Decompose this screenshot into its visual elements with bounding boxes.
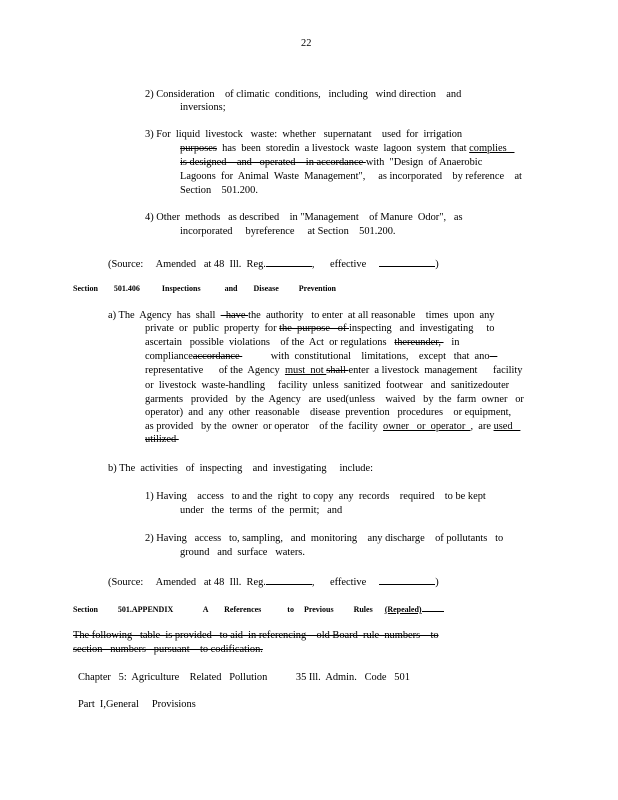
heading-underline xyxy=(422,603,444,612)
item-3-line-5: Section 501.200. xyxy=(180,185,258,196)
text: with "Design of Anaerobic xyxy=(365,157,483,168)
para-a-line-1 xyxy=(108,310,494,322)
para-a-line-9 xyxy=(145,421,520,433)
text: the authority to enter at all reasonable times upon any xyxy=(248,310,495,321)
item-3-line-1: 3) For liquid livestock waste: whether supernatant used for irrigation xyxy=(145,129,463,140)
inserted-text: used xyxy=(493,421,521,432)
para-b2-line-1: 2) Having access to, sampling, and monitoring any discharge of pollutants to xyxy=(145,533,504,544)
text: in xyxy=(443,337,460,348)
text: private or public property for xyxy=(145,323,280,334)
struck-text xyxy=(490,351,498,362)
item-3-line-2 xyxy=(180,143,514,155)
para-b1-line-1: 1) Having access to and the right to copy any records required to be kept xyxy=(145,491,486,502)
para-a-line-8: operator) and any other reasonable disease prevention procedures or equipment, xyxy=(145,407,512,418)
effective-blank xyxy=(379,574,435,585)
struck-text: accordance xyxy=(192,351,243,362)
reg-blank xyxy=(266,256,312,267)
para-a-line-4 xyxy=(145,351,497,363)
item-2-line-1: 2) Consideration of climatic conditions, including wind direction and xyxy=(145,89,462,100)
appendix-struck-line-2: section numbers pursuant to codification. xyxy=(73,644,263,655)
inserted-text: owner or operator xyxy=(383,421,471,432)
item-3-line-3 xyxy=(180,157,482,169)
part-line: Part I,General Provisions xyxy=(78,699,196,710)
text: enter a livestock management facility xyxy=(348,365,523,376)
appendix-heading xyxy=(73,603,444,616)
para-a-line-7: garments provided by the Agency are used(unless waived by the farm owner or xyxy=(145,394,524,405)
struck-text: shall xyxy=(326,365,349,376)
text: has been storedin a livestock waste lagoon system that xyxy=(216,143,470,154)
source-close: ) xyxy=(435,259,439,270)
text: ascertain possible violations of the Act or regulations xyxy=(145,337,395,348)
struck-text: purposes xyxy=(180,143,217,154)
amended-text: Amended at 48 Ill. Reg. xyxy=(155,577,266,588)
section-406-heading: Section 501.406 Inspections and Disease Prevention xyxy=(73,284,336,293)
text: a) The Agency has shall xyxy=(108,310,221,321)
effective-label: effective xyxy=(330,577,367,588)
source-note-2: (Source: Amended at 48 Ill. Reg. , effective ) xyxy=(108,574,439,589)
para-a-line-5 xyxy=(145,365,522,377)
para-b2-line-2: ground and surface waters. xyxy=(180,547,305,558)
source-label: (Source: xyxy=(108,577,144,588)
text: representative of the Agency xyxy=(145,365,285,376)
para-a-line-3 xyxy=(145,337,459,349)
effective-blank xyxy=(379,256,435,267)
struck-text: have xyxy=(220,310,249,321)
para-b-line-1: b) The activities of inspecting and investigating include: xyxy=(108,463,374,474)
effective-label: effective xyxy=(330,259,367,270)
item-4-line-1: 4) Other methods as described in "Management of Manure Odor", as xyxy=(145,212,463,223)
reg-blank xyxy=(266,574,312,585)
item-4-line-2: incorporated byreference at Section 501.200. xyxy=(180,226,396,237)
source-close: ) xyxy=(435,577,439,588)
page-number: 22 xyxy=(301,38,312,49)
struck-text: is designed and operated in accordance xyxy=(180,157,366,168)
text: Section 501.APPENDIX A References to Previous Rules xyxy=(73,605,385,614)
para-a-line-6: or livestock waste-handling facility unless sanitized footwear and sanitizedouter xyxy=(145,380,510,391)
struck-text: thereunder, xyxy=(394,337,444,348)
source-label: (Source: xyxy=(108,259,144,270)
text: with constitutional limitations, except that ano xyxy=(242,351,490,362)
para-b1-line-2: under the terms of the permit; and xyxy=(180,505,343,516)
source-note-1: (Source: Amended at 48 Ill. Reg. , effective ) xyxy=(108,256,439,271)
repealed-label: (Repealed) xyxy=(384,605,422,614)
text: as provided by the owner or operator of the facility xyxy=(145,421,384,432)
chapter-line: Chapter 5: Agriculture Related Pollution 35 Ill. Admin. Code 501 xyxy=(78,672,410,683)
appendix-struck-line-1: The following table is provided to aid in referencing old Board rule numbers to xyxy=(73,630,439,641)
item-3-line-4: Lagoons for Animal Waste Management", as incorporated by reference at xyxy=(180,171,522,182)
para-a-line-2 xyxy=(145,323,494,335)
text: compliance xyxy=(145,351,193,362)
text: inspecting and investigating to xyxy=(349,323,495,334)
inserted-text: complies xyxy=(469,143,515,154)
struck-text: the purpose of xyxy=(279,323,350,334)
text: , are xyxy=(470,421,494,432)
item-2-line-2: inversions; xyxy=(180,102,226,113)
amended-text: Amended at 48 Ill. Reg. xyxy=(155,259,266,270)
para-a-line-10: utilized xyxy=(145,434,179,445)
inserted-text: must not xyxy=(284,365,327,376)
